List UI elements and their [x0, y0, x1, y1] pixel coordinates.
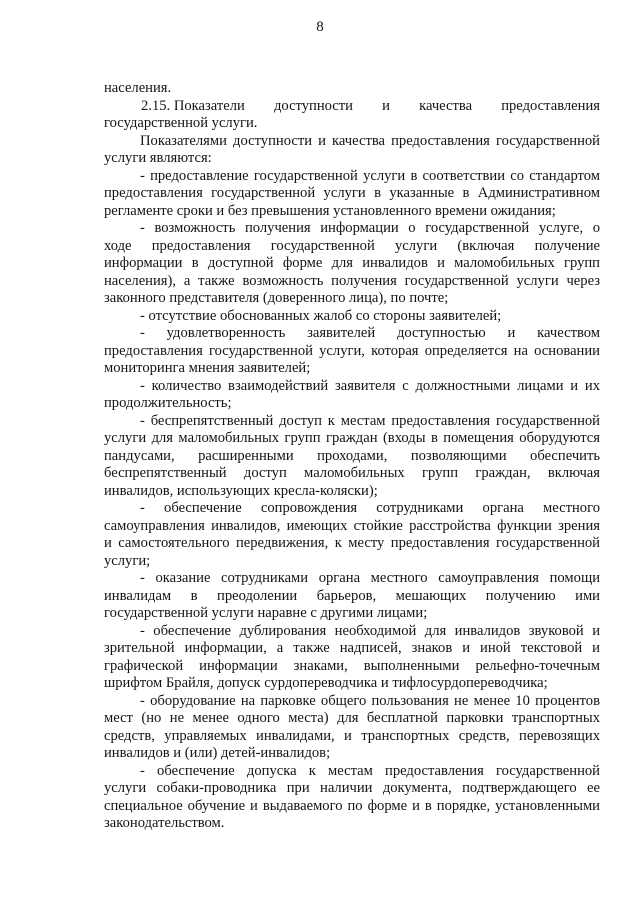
- text-line: - обеспечение сопровождения сотрудниками органа местного: [140, 500, 600, 516]
- text-line: населения), а также возможность получения государственной услуги через: [104, 272, 600, 289]
- text-line: - беспрепятственный доступ к местам предоставления государственной: [140, 412, 600, 429]
- section-word: 2.15. Показатели: [141, 97, 245, 114]
- text-line: предоставления государственной услуги в указанные в Административном: [104, 185, 600, 201]
- text-line: - обеспечение допуска к местам предоставления государственной: [140, 762, 600, 779]
- list-item: [104, 378, 600, 413]
- text-line: услуги являются:: [104, 150, 212, 166]
- text-line: инвалидам в преодолении барьеров, мешающих получению ими: [104, 587, 600, 604]
- text-line: информации в доступной форме для инвалидов и маломобильных групп: [104, 255, 600, 271]
- text-line: - отсутствие обоснованных жалоб со стороны заявителей;: [140, 307, 502, 324]
- text-line: мест (но не менее одного места) для бесплатной парковки транспортных: [104, 710, 600, 726]
- list-items: [104, 168, 600, 833]
- text-line: услуги собаки-проводника при наличии документа, подтверждающего ее: [104, 780, 600, 796]
- text-line: шрифтом Брайля, допуск сурдопереводчика и тифлосурдопереводчика;: [104, 675, 548, 691]
- text-line: услуги;: [104, 552, 151, 569]
- page-number: 8: [316, 19, 324, 35]
- text-line: государственной услуги наравне с другими лицами;: [104, 605, 428, 621]
- text-line: пандусами, расширенными проходами, позволяющими обеспечить: [104, 447, 600, 464]
- list-item: [104, 500, 600, 570]
- section-word: предоставления: [501, 97, 600, 114]
- text-line: - оказание сотрудниками органа местного самоуправления помощи: [140, 570, 600, 586]
- text-line: инвалидов и (или) детей-инвалидов;: [104, 745, 331, 761]
- text-line: законодательством.: [104, 815, 225, 831]
- text-line: - предоставление государственной услуги в соответствии со стандартом: [140, 167, 600, 184]
- text-line: предоставления государственной услуги, которая определяется на основании: [104, 342, 600, 359]
- document-body: [104, 80, 600, 833]
- text-line: продолжительность;: [104, 395, 232, 411]
- text-line: беспрепятственный доступ маломобильных групп граждан, включая: [104, 465, 600, 481]
- text-line: самоуправления инвалидов, имеющих стойкие расстройства функции зрения: [104, 517, 600, 534]
- list-item: [104, 325, 600, 378]
- text-line: - удовлетворенность заявителей доступностью и качеством: [140, 325, 600, 341]
- text-line: - оборудование на парковке общего пользования не менее 10 процентов: [140, 692, 600, 709]
- list-item: [104, 220, 600, 308]
- text-line: зрительной информации, а также надписей, знаков и иной текстовой и: [104, 640, 600, 656]
- text-line: ходе предоставления государственной услуги (включая получение: [104, 237, 600, 254]
- text-line: Показателями доступности и качества предоставления государственной: [140, 132, 600, 149]
- list-item: [104, 413, 600, 501]
- text-line: графической информации знаками, выполненными рельефно-точечным: [104, 657, 600, 674]
- text-line: средств, управляемых инвалидами, и транспортных средств, перевозящих: [104, 727, 600, 744]
- list-item: [104, 693, 600, 763]
- text-line: - количество взаимодействий заявителя с должностными лицами и их: [140, 377, 600, 394]
- text-line: специальное обучение и выдаваемого по форме и в порядке, установленными: [104, 797, 600, 814]
- list-item: [104, 570, 600, 623]
- section-word: качества: [419, 97, 473, 114]
- list-item: [104, 308, 600, 326]
- text-line: инвалидов, использующих кресла-коляски);: [104, 482, 378, 499]
- section-word: и: [382, 97, 390, 114]
- text-line: регламенте сроки и без превышения установленного времени ожидания;: [104, 202, 556, 219]
- section-heading: [104, 98, 600, 116]
- section-word: доступности: [273, 97, 353, 114]
- text-line: и самостоятельного передвижения, к месту предоставления государственной: [104, 535, 600, 551]
- text-line: населения.: [104, 80, 172, 96]
- list-item: [104, 623, 600, 693]
- text-line: - возможность получения информации о государственной услуге, о: [140, 220, 600, 236]
- list-item: [104, 168, 600, 221]
- list-item: [104, 763, 600, 833]
- text-line: мониторинга мнения заявителей;: [104, 360, 311, 376]
- text-line: законного представителя (доверенного лица), по почте;: [104, 290, 449, 306]
- text-line: услуги для маломобильных групп граждан (входы в помещения оборудуются: [104, 430, 600, 446]
- text-line: государственной услуги.: [104, 115, 258, 131]
- text-line: - обеспечение дублирования необходимой для инвалидов звуковой и: [140, 622, 600, 639]
